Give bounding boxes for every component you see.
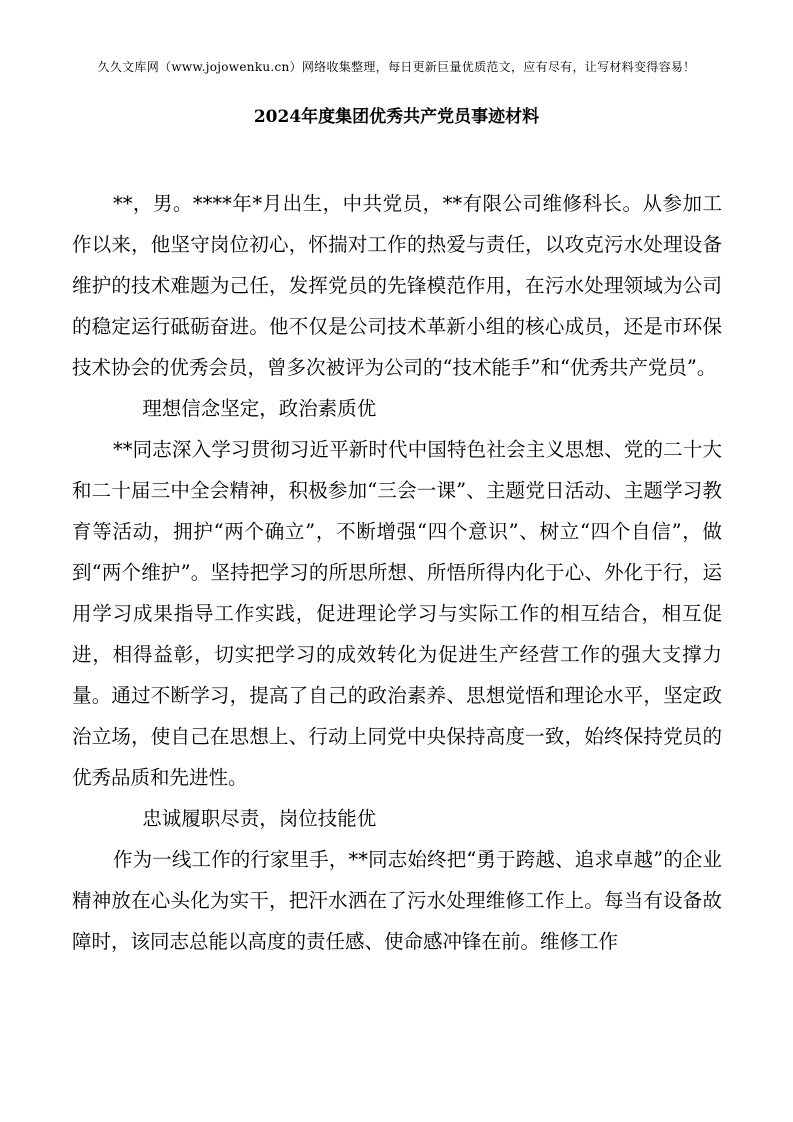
document-title: 2024年度集团优秀共产党员事迹材料 bbox=[253, 107, 540, 127]
document-body bbox=[72, 183, 722, 962]
intro-paragraph: **，男。****年*月出生，中共党员，**有限公司维修科长。从参加工作以来，他坚守岗位初心，怀揣对工作的热爱与责任，以攻克污水处理设备维护的技术难题为己任，发挥党员的先锋模范作用，在污水处理领域为公司的稳定运行砥砺奋进。他不仅是公司技术革新小组的核心成员，还是市环保技术协会的优秀会员，曾多次被评为公司的“技术能手”和“优秀共产党员”。 bbox=[72, 192, 722, 379]
political-paragraph: **同志深入学习贯彻习近平新时代中国特色社会主义思想、党的二十大和二十届三中全会精神，积极参加“三会一课”、主题党日活动、主题学习教育等活动，拥护“两个确立”，不断增强“四个意识”、树立“四个自信”，做到“两个维护”。坚持把学习的所思所想、所悟所得内化于心、外化于行，运用学习成果指导工作实践，促进理论学习与实际工作的相互结合，相互促进，相得益彰，切实把学习的成效转化为促进生产经营工作的强大支撑力量。通过不断学习，提高了自己的政治素养、思想觉悟和理论水平，坚定政治立场，使自己在思想上、行动上同党中央保持高度一致，始终保持党员的优秀品质和先进性。 bbox=[72, 438, 722, 789]
section-heading-skills: 忠诚履职尽责，岗位技能优 bbox=[142, 807, 377, 830]
skills-paragraph: 作为一线工作的行家里手，**同志始终把“勇于跨越、追求卓越”的企业精神放在心头化为实干，把汗水洒在了污水处理维修工作上。每当有设备故障时，该同志总能以高度的责任感、使命感冲锋在前。维修工作 bbox=[72, 848, 722, 953]
section-heading-political: 理想信念坚定，政治素质优 bbox=[142, 397, 377, 420]
site-banner: 久久文库网（www.jojowenku.cn）网络收集整理，每日更新巨量优质范文，应有尽有，让写材料变得容易！ bbox=[97, 60, 696, 74]
